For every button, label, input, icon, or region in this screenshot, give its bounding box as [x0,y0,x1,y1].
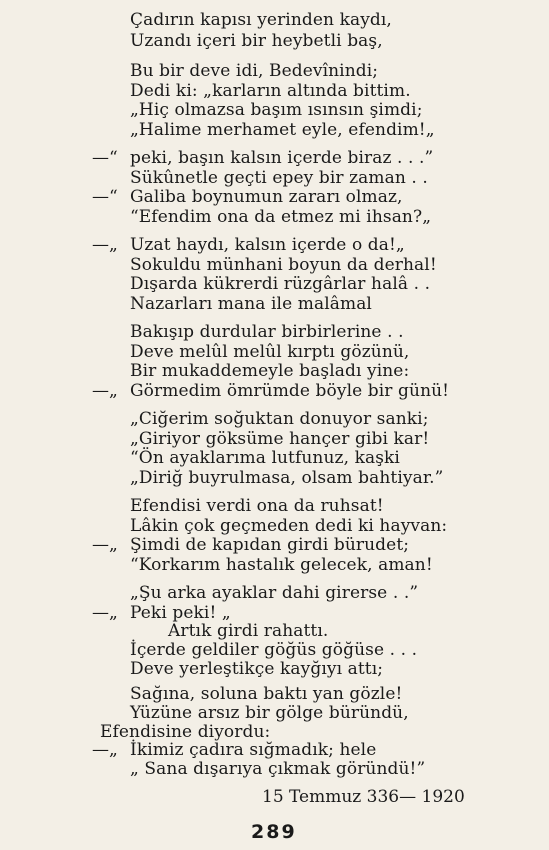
poem-line: Uzat haydı, kalsın içerde o da!„ [130,235,405,255]
poem-line: Bakışıp durdular birbirlerine . . [130,322,404,342]
poem-line: “Ön ayaklarıma lutfunuz, kaşki [130,448,400,468]
poem-line: Bu bir deve idi, Bedevînindi; [130,61,379,81]
poem-line: “Efendim ona da etmez mi ihsan?„ [130,207,432,227]
dialogue-dash: —“ [92,187,118,207]
poem-line: „Ciğerim soğuktan donuyor sanki; [130,409,429,429]
poem-line: Galiba boynumun zararı olmaz, [130,187,403,207]
poem-line: Görmedim ömrümde böyle bir günü! [130,381,450,401]
poem-line: Yüzüne arsız bir gölge büründü, [130,703,409,723]
poem-line: Efendisine diyordu: [100,722,271,742]
poem-line: Lâkin çok geçmeden dedi ki hayvan: [130,516,448,536]
dialogue-dash: —„ [92,740,118,760]
poem-line: Uzandı içeri bir heybetli baş, [130,31,383,51]
poem-line: Dışarda kükrerdi rüzgârlar halâ . . [130,274,431,294]
poem-line: İkimiz çadıra sığmadık; hele [130,740,377,760]
page-number: 289 [251,821,297,843]
poem-line: Peki peki! „ [130,603,231,623]
dialogue-dash: —„ [92,235,118,255]
poem-line: „Diriğ buyrulmasa, olsam bahtiyar.” [130,468,444,488]
dialogue-dash: —„ [92,381,118,401]
poem-line: „Hiç olmazsa başım ısınsın şimdi; [130,100,423,120]
dialogue-dash: —„ [92,535,118,555]
poem-line: peki, başın kalsın içerde biraz . . .” [130,148,434,168]
poem-line: „Şu arka ayaklar dahi girerse . .” [130,583,419,603]
poem-line: Deve melûl melûl kırptı gözünü, [130,342,410,362]
poem-line: “Korkarım hastalık gelecek, aman! [130,555,433,575]
poem-line: Sükûnetle geçti epey bir zaman . . [130,168,428,188]
poem-line: Sağına, soluna baktı yan gözle! [130,684,403,704]
poem-line: Dedi ki: „karların altında bittim. [130,81,411,101]
poem-line: İçerde geldiler göğüs göğüse . . . [130,640,418,660]
poem-line: Şimdi de kapıdan girdi bürudet; [130,535,410,555]
poem-line: „Giriyor göksüme hançer gibi kar! [130,429,430,449]
poem-date: 15 Temmuz 336— 1920 [262,787,465,807]
poem-line: Bir mukaddemeyle başladı yine: [130,361,410,381]
poem-line: Çadırın kapısı yerinden kaydı, [130,10,392,30]
poem-line: Deve yerleştikçe kayğıyı attı; [130,659,384,679]
poem-line: Nazarları mana ile malâmal [130,294,372,314]
poem-line: Artık girdi rahattı. [168,621,329,641]
dialogue-dash: —“ [92,148,118,168]
dialogue-dash: —„ [92,603,118,623]
poem-line: Efendisi verdi ona da ruhsat! [130,496,384,516]
poem-line: „ Sana dışarıya çıkmak göründü!” [130,759,426,779]
poem-line: „Halime merhamet eyle, efendim!„ [130,120,435,140]
poem-line: Sokuldu münhani boyun da derhal! [130,255,437,275]
